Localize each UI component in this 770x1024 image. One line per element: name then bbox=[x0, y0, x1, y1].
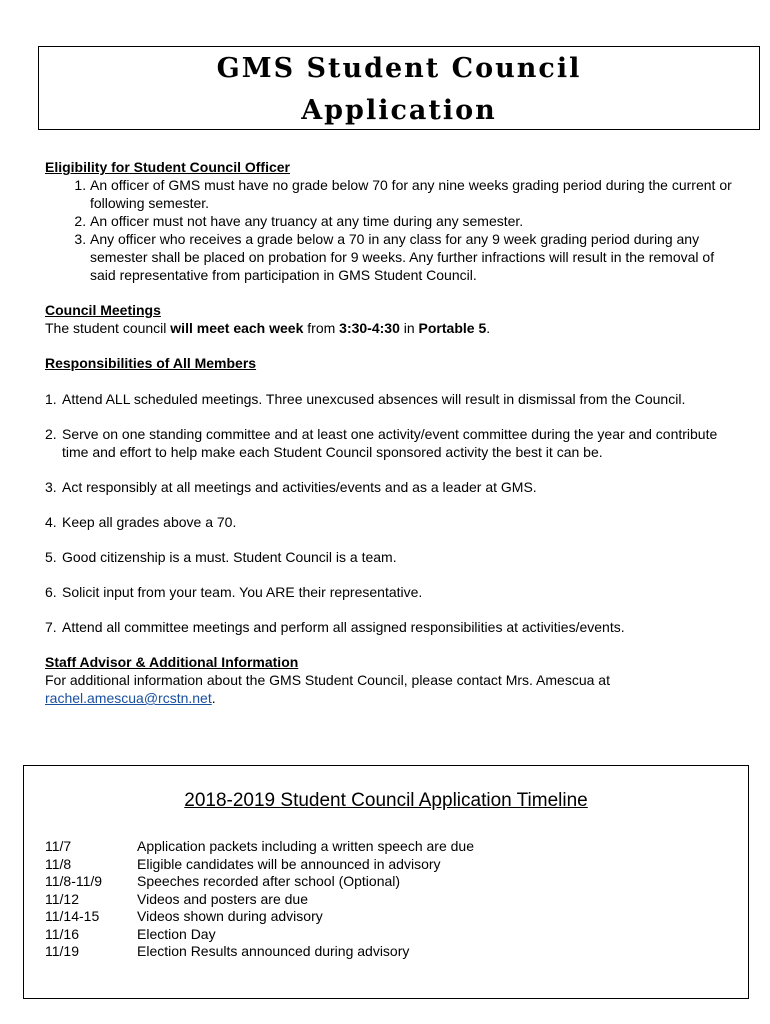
timeline-date: 11/7 bbox=[45, 838, 72, 854]
responsibilities-heading: Responsibilities of All Members bbox=[45, 355, 257, 371]
list-item: 1. An officer of GMS must have no grade below 70 for any nine weeks grading period during the current or following semester. bbox=[90, 176, 735, 212]
list-item: 7. Attend all committee meetings and perform all assigned responsibilities at activities/events. bbox=[45, 619, 625, 635]
title-box bbox=[38, 46, 760, 130]
timeline-event: Videos and posters are due bbox=[137, 890, 308, 907]
timeline-date: 11/12 bbox=[45, 890, 79, 907]
table-row bbox=[45, 891, 474, 909]
timeline-date: 11/16 bbox=[45, 925, 79, 942]
timeline-event: Election Results announced during advisory bbox=[137, 943, 410, 959]
table-row bbox=[45, 873, 474, 891]
list-item: 6. Solicit input from your team. You ARE their representative. bbox=[45, 584, 423, 600]
table-row bbox=[45, 926, 474, 944]
timeline-date: 11/14-15 bbox=[45, 908, 100, 924]
timeline-event: Speeches recorded after school (Optional) bbox=[137, 873, 401, 889]
meetings-heading: Council Meetings bbox=[45, 302, 161, 318]
list-item: 1. Attend ALL scheduled meetings. Three unexcused absences will result in dismissal from the Council. bbox=[45, 391, 686, 407]
list-item: 3. Act responsibly at all meetings and activities/events and as a leader at GMS. bbox=[45, 479, 537, 495]
timeline-event: Eligible candidates will be announced in advisory bbox=[137, 855, 441, 872]
advisor-heading: Staff Advisor & Additional Information bbox=[45, 654, 299, 670]
page-title: GMS Student Council bbox=[216, 53, 582, 84]
timeline-date: 11/8 bbox=[45, 855, 72, 872]
list-item: 3. Any officer who receives a grade below a 70 in any class for any 9 week grading period during any semester shall be placed on probation for 9 weeks. Any further infractions will result in the removal of said representative from participation in GMS Student Council. bbox=[90, 230, 735, 284]
timeline-event: Election Day bbox=[137, 925, 216, 942]
timeline-table bbox=[45, 838, 474, 961]
timeline-date: 11/8-11/9 bbox=[45, 873, 103, 889]
advisor-text: For additional information about the GMS Student Council, please contact Mrs. Amescua at rachel.amescua@rcstn.net. bbox=[45, 672, 610, 706]
timeline-box bbox=[23, 765, 749, 999]
email-link[interactable]: rachel.amescua@rcstn.net bbox=[45, 690, 212, 706]
meetings-text: The student council will meet each week from 3:30-4:30 in Portable 5. bbox=[45, 320, 491, 336]
timeline-title: 2018-2019 Student Council Application Timeline bbox=[184, 790, 588, 811]
timeline-date: 11/19 bbox=[45, 943, 79, 959]
list-item: 5. Good citizenship is a must. Student Council is a team. bbox=[45, 549, 397, 565]
timeline-event: Videos shown during advisory bbox=[137, 908, 323, 924]
table-row bbox=[45, 838, 474, 856]
list-item: 4. Keep all grades above a 70. bbox=[45, 514, 237, 530]
timeline-event: Application packets including a written speech are due bbox=[137, 838, 474, 854]
table-row bbox=[45, 856, 474, 874]
eligibility-list bbox=[45, 176, 735, 284]
main-content bbox=[45, 158, 735, 707]
list-item: 2. An officer must not have any truancy at any time during any semester. bbox=[90, 212, 735, 230]
eligibility-heading: Eligibility for Student Council Officer bbox=[45, 159, 291, 175]
table-row bbox=[45, 908, 474, 926]
list-item: 2. Serve on one standing committee and at least one activity/event committee during the year and contribute time and effort to help make each Student Council sponsored activity the best it can be. bbox=[45, 426, 718, 460]
table-row bbox=[45, 943, 474, 961]
page-subtitle: Application bbox=[301, 95, 497, 126]
